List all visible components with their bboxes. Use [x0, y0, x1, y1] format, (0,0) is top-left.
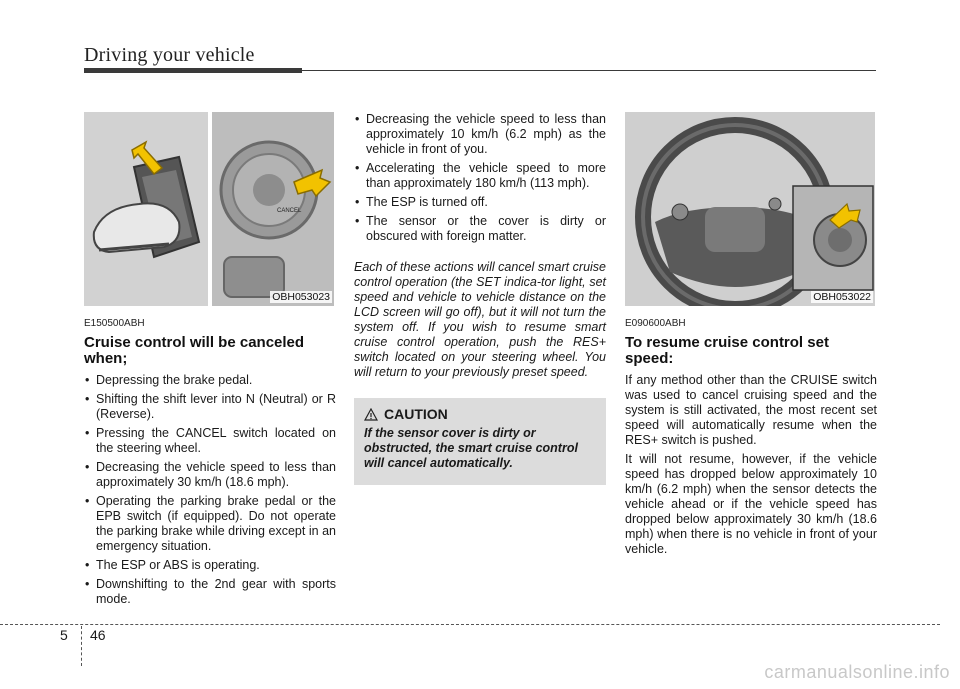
figure-cancel-label: CANCEL [277, 208, 302, 214]
list-item: • The ESP or ABS is operating. [84, 558, 336, 573]
figure-brake-pedal-cancel [84, 112, 334, 306]
list-item: • Pressing the CANCEL switch located on the steering wheel. [84, 426, 336, 456]
figure-code: OBH053022 [813, 291, 871, 303]
steering-wheel-illustration [625, 112, 875, 306]
body-paragraph: If any method other than the CRUISE switch was used to cancel cruising speed and the system is still activated, the most recent set speed will automatically resume when the RES+ switch is pushed. [625, 373, 877, 447]
note-paragraph: Each of these actions will cancel smart cruise control operation (the SET indica-tor light, set speed and vehicle to vehicle distance on the LCD screen will go off), but it will not turn the system off. If you wish to resume smart cruise control operation, push the RES+ switch located on your steering wheel. You will return to your previously preset speed. [354, 260, 606, 379]
section-code: E150500ABH [84, 318, 145, 329]
list-item: • The ESP is turned off. [354, 195, 606, 210]
list-item: • Depressing the brake pedal. [84, 373, 336, 388]
section-heading: To resume cruise control set speed: [625, 334, 829, 367]
figure-code: OBH053023 [272, 291, 330, 303]
brake-pedal-illustration [84, 112, 334, 306]
column-right [625, 112, 877, 561]
section-heading: Cruise control will be canceled when; [84, 334, 305, 367]
header-rule [302, 70, 876, 71]
watermark-text: carmanualsonline.info [764, 662, 950, 682]
footer-divider [81, 626, 82, 666]
footer-rule [0, 624, 940, 625]
figure-steering-wheel-res [625, 112, 875, 306]
list-item: • Operating the parking brake pedal or the EPB switch (if equipped). Do not operate the parking brake while driving except in an emergency situation. [84, 494, 336, 554]
caution-title: CAUTION [384, 406, 448, 422]
body-paragraph: It will not resume, however, if the vehicle speed has dropped below approximately 10 km/h (6.2 mph) when the sensor detects the vehicle ahead or if the vehicle speed has dropped below approximately 30 km/h (18.6 mph) when there is no vehicle in front of your vehicle. [625, 452, 877, 556]
page-section-number: 5 [60, 627, 68, 643]
list-item: • Downshifting to the 2nd gear with sports mode. [84, 577, 336, 607]
page-number: 46 [90, 627, 106, 643]
list-item: • Shifting the shift lever into N (Neutral) or R (Reverse). [84, 392, 336, 422]
column-left [84, 112, 336, 611]
caution-text: If the sensor cover is dirty or obstructed, the smart cruise control will cancel automatically. [364, 426, 578, 470]
section-code: E090600ABH [625, 318, 686, 329]
cancel-conditions-list [84, 373, 336, 607]
caution-box [354, 398, 606, 485]
warning-triangle-icon [364, 408, 378, 421]
page-header-title: Driving your vehicle [84, 44, 255, 66]
cancel-conditions-list-continued [354, 112, 606, 244]
list-item: • Decreasing the vehicle speed to less than approximately 10 km/h (6.2 mph) as the vehicle in front of you. [354, 112, 606, 157]
list-item: • The sensor or the cover is dirty or obscured with foreign matter. [354, 214, 606, 244]
column-middle [354, 112, 606, 485]
header-bar [84, 68, 302, 73]
list-item: • Accelerating the vehicle speed to more than approximately 180 km/h (113 mph). [354, 161, 606, 191]
list-item: • Decreasing the vehicle speed to less than approximately 30 km/h (18.6 mph). [84, 460, 336, 490]
